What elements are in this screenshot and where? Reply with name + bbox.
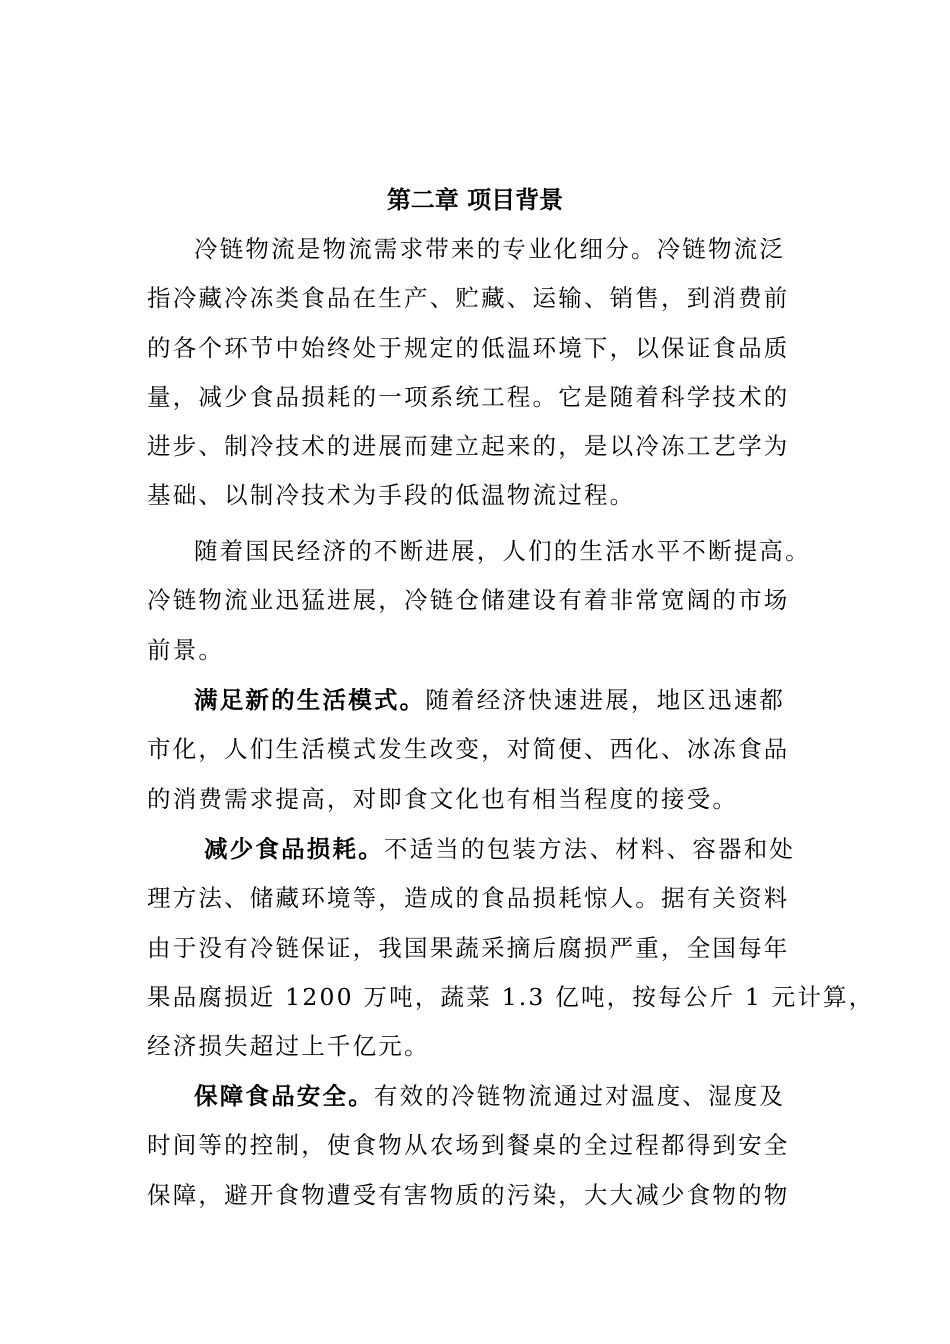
paragraph-line: 的消费需求提高，对即食文化也有相当程度的接受。 <box>147 784 739 813</box>
paragraph-line: 果品腐损近 1200 万吨，蔬菜 1.3 亿吨，按每公斤 1 元计算， <box>147 982 875 1011</box>
paragraph-market-prospect <box>147 527 812 675</box>
paragraph-lead-heading: 减少食品损耗。 <box>204 835 384 863</box>
paragraph-line: 市化，人们生活模式发生改变，对简便、西化、冰冻食品 <box>147 735 790 764</box>
paragraph-line: 经济损失超过上千亿元。 <box>147 1032 430 1061</box>
paragraph-line: 量，减少食品损耗的一项系统工程。它是随着科学技术的 <box>147 382 790 411</box>
paragraph-line: 冷链物流是物流需求带来的专业化细分。冷链物流泛 <box>194 235 786 263</box>
paragraph-lead-heading: 满足新的生活模式。 <box>194 686 426 714</box>
paragraph-line: 随着国民经济的不断进展，人们的生活水平不断提高。 <box>194 537 811 565</box>
paragraph-first-line-text: 随着经济快速进展，地区迅速都 <box>425 686 786 714</box>
chapter-title: 第二章 项目背景 <box>386 186 564 214</box>
paragraph-cold-chain-definition <box>147 225 812 521</box>
paragraph-line: 时间等的控制，使食物从农场到餐桌的全过程都得到安全 <box>147 1131 790 1160</box>
paragraph-line: 指冷藏冷冻类食品在生产、贮藏、运输、销售，到消费前 <box>147 284 790 313</box>
paragraph-first-line <box>147 825 812 874</box>
paragraph-reduce-food-loss <box>147 825 875 1071</box>
paragraph-line: 进步、制冷技术的进展而建立起来的，是以冷冻工艺学为 <box>147 432 790 461</box>
paragraph-new-lifestyle <box>147 676 812 824</box>
paragraph-line: 理方法、储藏环境等，造成的食品损耗惊人。据有关资料 <box>147 884 790 913</box>
paragraph-line: 前景。 <box>147 635 225 664</box>
paragraph-first-line <box>147 1072 812 1121</box>
paragraph-line: 基础、以制冷技术为手段的低温物流过程。 <box>147 481 636 510</box>
paragraph-line: 保障，避开食物遭受有害物质的污染，大大减少食物的物 <box>147 1180 790 1209</box>
paragraph-line: 由于没有冷链保证，我国果蔬采摘后腐损严重，全国每年 <box>147 933 790 962</box>
paragraph-line: 冷链物流业迅猛进展，冷链仓储建设有着非常宽阔的市场 <box>147 586 790 615</box>
paragraph-first-line-text: 不适当的包装方法、材料、容器和处 <box>383 835 796 863</box>
paragraph-lead-heading: 保障食品安全。 <box>194 1082 374 1110</box>
paragraph-first-line <box>147 676 812 725</box>
paragraph-food-safety <box>147 1072 812 1220</box>
paragraph-first-line-text: 有效的冷链物流通过对温度、湿度及 <box>373 1082 786 1110</box>
paragraph-line: 的各个环节中始终处于规定的低温环境下，以保证食品质 <box>147 333 790 362</box>
